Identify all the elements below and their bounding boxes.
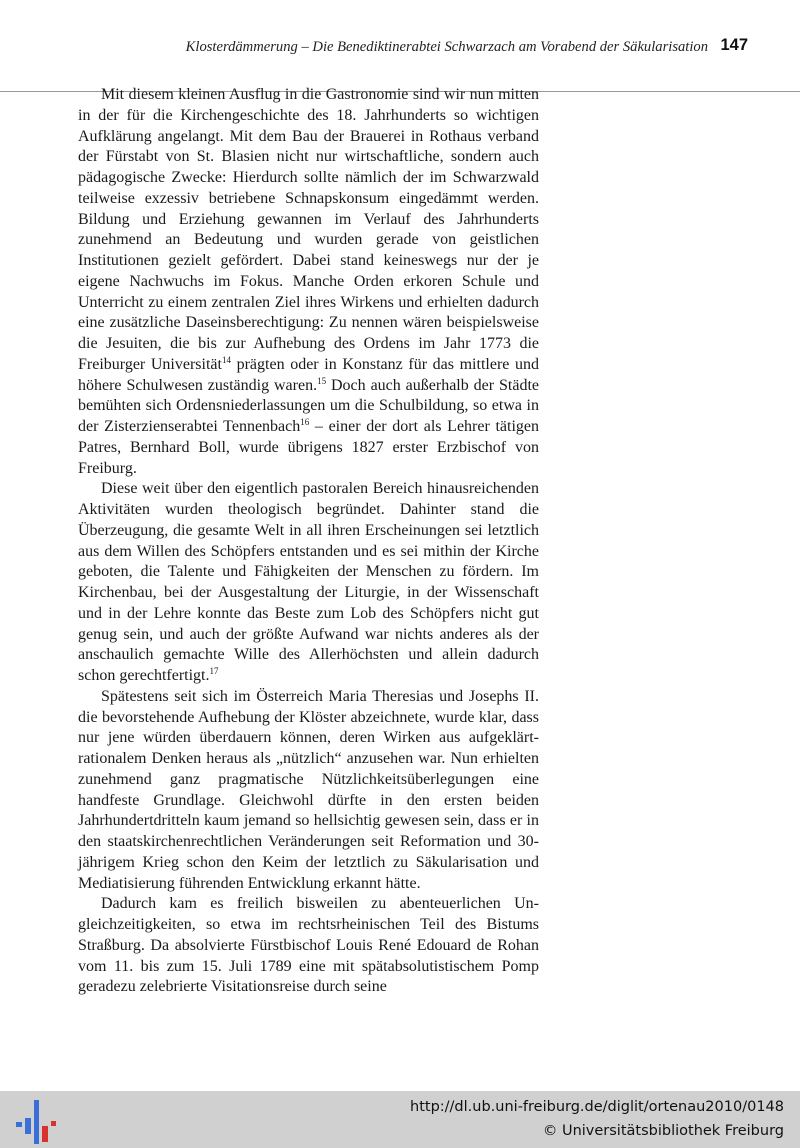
page-header xyxy=(0,34,800,60)
paragraph: Dadurch kam es freilich bisweilen zu abenteuerlichen Ungleichzeitigkeiten, so etwa im rechtsrheinischen Teil des Bistums Straßburg. Da absolvierte Fürstbischof Louis René Edouard de Rohan vom 11. bis zum 15. Juli 1789 eine mit spätabsolutistischem Pomp geradezu zelebrierte Visitationsreise durch seine xyxy=(78,895,539,996)
footnote-ref: 14 xyxy=(221,354,231,365)
footer-copyright: © Universitätsbibliothek Freiburg xyxy=(542,1123,784,1139)
paragraph: Diese weit über den eigentlich pastoralen Bereich hinausreichenden Aktivitäten wurden theologisch begründet. Dahinter stand die Überzeugung, die gesamte Welt in all ihren Erscheinungen sei letztlich aus dem Willen des Schöpfers entstanden und es sei mithin der Kirche geboten, die Talente und Fähigkeiten der Menschen zu fördern. Im Kirchenbau, bei der Ausgestaltung der Liturgie, in der Wissenschaft und in der Lehre konnte das Beste zum Lob des Schöpfers nicht gut genug sein, und auch der größte Aufwand war nichts anderes als der anschaulich gemachte Wille des Allerhöchsten und allein dadurch schon gerechtfertigt.$^{17}$ xyxy=(78,480,539,684)
ub-freiburg-logo-icon xyxy=(16,1100,56,1144)
footnote-ref: 17 xyxy=(209,666,219,676)
footnote-ref: 15 xyxy=(317,375,327,386)
footer-url[interactable]: http://dl.ub.uni-freiburg.de/diglit/ortenau2010/0148 xyxy=(410,1099,784,1115)
paragraph: Mit diesem kleinen Ausflug in die Gastronomie sind wir nun mitten in der für die Kirchengeschichte des 18. Jahrhunderts so wichtigen Aufklärung angelangt. Mit dem Bau der Brauerei in Rothaus verband der Fürstabt von St. Blasien nicht nur wirtschaftliche, sondern auch pädagogische Zwecke: Hierdurch sollte nämlich der im Schwarzwald teilweise exzessiv betriebene Schnapskonsum eingedämmt werden. Bildung und Erziehung gewannen im Verlauf des Jahrhunderts zunehmend an Bedeutung und wurden gerade von geistlichen Institutionen gezielt gefördert. Dabei stand keineswegs nur der je eigene Nachwuchs im Fokus. Manche Orden erkoren Schule und Unterricht zu einem zentralen Ziel ihres Wirkens und erhielten dadurch eine zusätzliche Daseinsberechtigung: Zu nennen wären beispielsweise die Jesuiten, die bis zur Aufhebung des Ordens im Jahr 1773 die Freiburger Universität$^{14}$ prägten oder in Konstanz für das mittlere und höhere Schulwesen zuständig waren.$^{15}$ Doch auch außerhalb der Städte bemühten sich Ordensniederlassungen um die Schulbildung, so etwa in der Zisterzienserabtei Tennenbach$^{16}$ – einer der dort als Lehrer tätigen Patres, Bernhard Boll, wurde übrigens 1827 erster Erzbischof von Freiburg. xyxy=(78,86,540,477)
paragraph: Spätestens seit sich im Österreich Maria Theresias und Josephs II. die bevorstehende Aufhebung der Klöster abzeichnete, wurde klar, dass nur jene würden überdauern können, deren Wirken aus aufgeklärt-rationalem Denken heraus als „nützlich“ anzusehen war. Nun erhielten zunehmend ganz pragmatische Nützlichkeitsüberlegungen eine handfeste Grundlage. Gleichwohl dürfte in den ersten beiden Jahrhundertdritteln kaum jemand so hellsichtig gewesen sein, dass er in den staatskirchenrechtlichen Veränderungen seit Reformation und 30-jährigem Krieg schon den Keim der letztlich zu Säkularisation und Mediatisierung führenden Entwicklung erkannt hätte. xyxy=(78,687,539,892)
page-number: 147 xyxy=(720,36,748,54)
body-text xyxy=(78,85,539,998)
footer-bar xyxy=(0,1091,800,1148)
footnote-ref: 16 xyxy=(300,417,310,427)
running-title: Klosterdämmerung – Die Benediktinerabtei Schwarzach am Vorabend der Säkularisation xyxy=(185,39,708,55)
